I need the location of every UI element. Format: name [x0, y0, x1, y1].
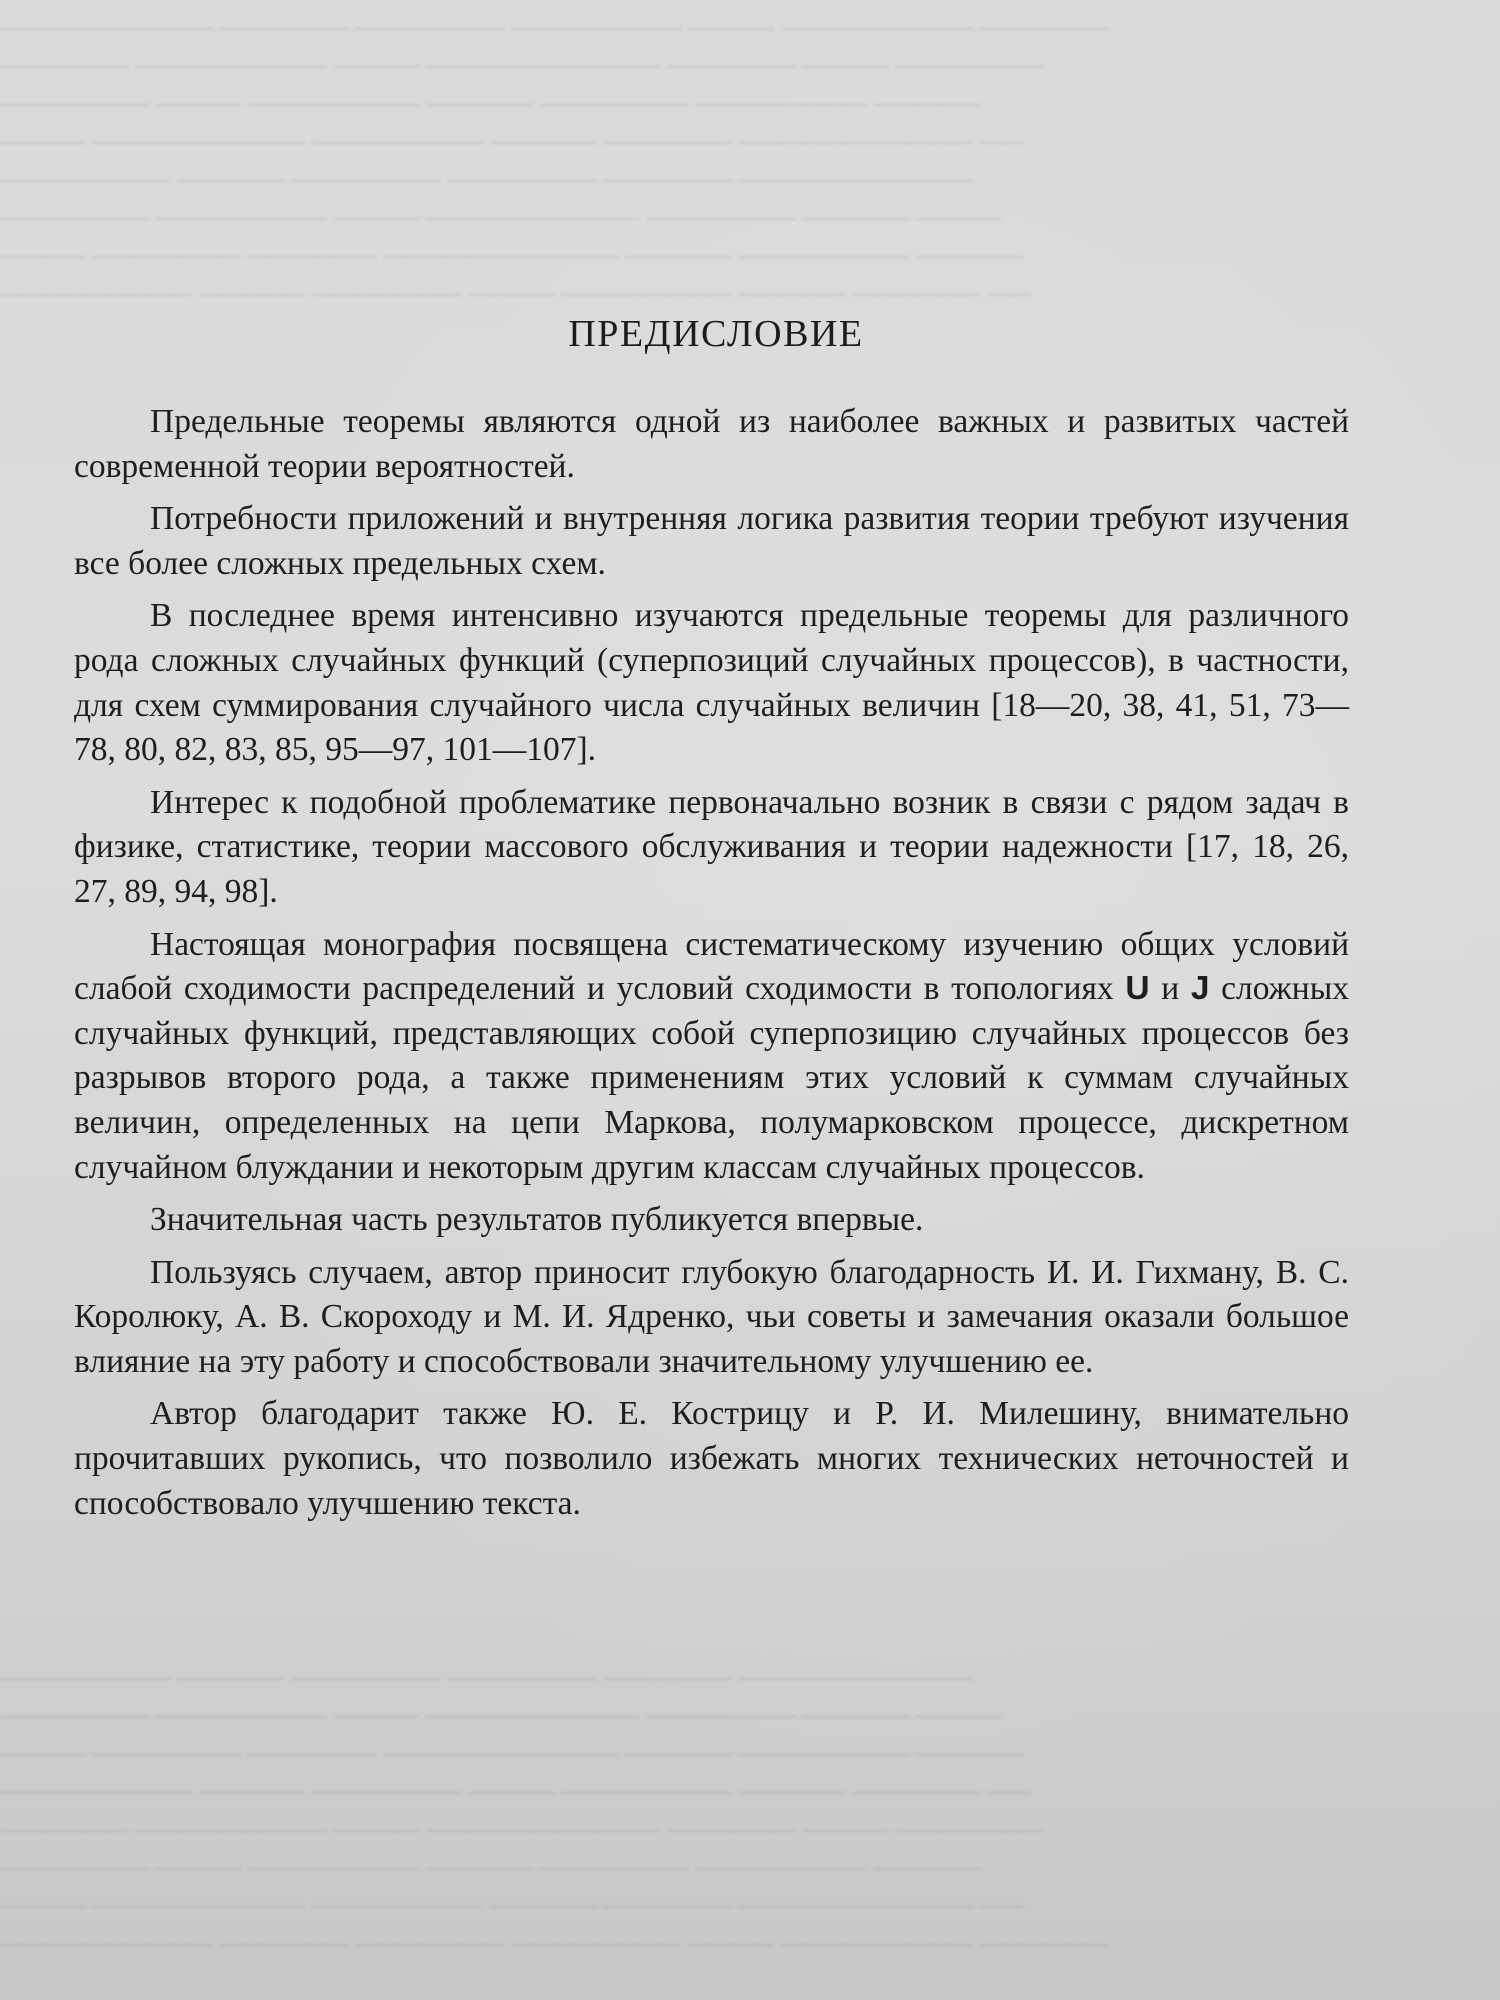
- show-through-text-top: ────────── ────── ─────── ──────── ──── ───────── ────── ────── ───────── ──── ─────────── ────── ──── ─────── ─────── ──── ──────── ───── ─────── ──────── ───── ──── ────────── ──────── ───── ────── ─────────── ── ──────── ───── ─────── ─────── ────── ─────────── ─────── ──────── ──── ────────── ─────── ───── ──── ──── ─────── ────── ─────────── ───── ──────── ───── ───────── ───── ─────── ──── ──────── ───── ────── ──: [0, 12, 1108, 311]
- show-through-text-bottom: ──────── ───── ─────── ─────── ────── ─────────── ─────── ──────── ──── ────────── ─────── ───── ──── ──── ─────── ────── ─────────── ───── ──────── ───── ───────── ───── ─────── ──── ──────── ───── ────── ── ────── ───────── ──── ─────────── ────── ──── ─────── ─────── ──── ──────── ───── ─────── ──────── ───── ──── ────────── ──────── ───── ────── ─────────── ── ────────── ────── ─────── ──────── ──── ───────── ──────: [0, 1662, 1108, 1961]
- paragraph: Пользуясь случаем, автор приносит глубокую благодарность И. И. Гихману, В. С. Королюку, А. В. Скороходу и М. И. Ядренко, чьи советы и замечания оказали большое влияние на эту работу и способствовали значительному улучшению ее.: [74, 1253, 1349, 1380]
- paragraph: [74, 923, 1349, 1191]
- paragraph: Интерес к подобной проблематике первоначально возник в связи с рядом задач в физике, статистике, теории массового обслуживания и теории надежности [17, 18, 26, 27, 89, 94, 98].: [74, 783, 1349, 910]
- paragraph-text: сложных случайных функций, представляющих собой суперпозицию случайных процессов без разрывов второго рода, а также применениям этих условий к суммам случайных величин, определенных на цепи Маркова, полумарковском процессе, дискретном случайном блуждании и некоторым другим классам случайных процессов.: [74, 970, 1349, 1186]
- paragraph: Предельные теоремы являются одной из наиболее важных и развитых частей современной теории вероятностей.: [74, 403, 1349, 485]
- page-title: ПРЕДИСЛОВИЕ: [568, 313, 864, 355]
- topology-symbol-j: J: [1190, 970, 1210, 1008]
- paragraph: Потребности приложений и внутренняя логика развития теории требуют изучения все более сложных предельных схем.: [74, 500, 1349, 582]
- preface-body: [74, 400, 1349, 1534]
- paragraph: В последнее время интенсивно изучаются предельные теоремы для различного рода сложных случайных функций (суперпозиций случайных процессов), в частности, для схем суммирования случайного числа случайных величин [18—20, 38, 41, 51, 73—78, 80, 82, 83, 85, 95—97, 101—107].: [74, 597, 1349, 769]
- paragraph-text: и: [1149, 970, 1191, 1008]
- paragraph-text: Настоящая монография посвящена систематическому изучению общих условий слабой сходимости распределений и условий сходимости в топологиях: [74, 925, 1349, 1008]
- topology-symbol-u: U: [1125, 970, 1150, 1008]
- paragraph: Автор благодарит также Ю. Е. Кострицу и Р. И. Милешину, внимательно прочитавших рукопись, что позволило избежать многих технических неточностей и способствовало улучшению текста.: [74, 1395, 1349, 1522]
- paragraph: Значительная часть результатов публикуется впервые.: [150, 1201, 924, 1239]
